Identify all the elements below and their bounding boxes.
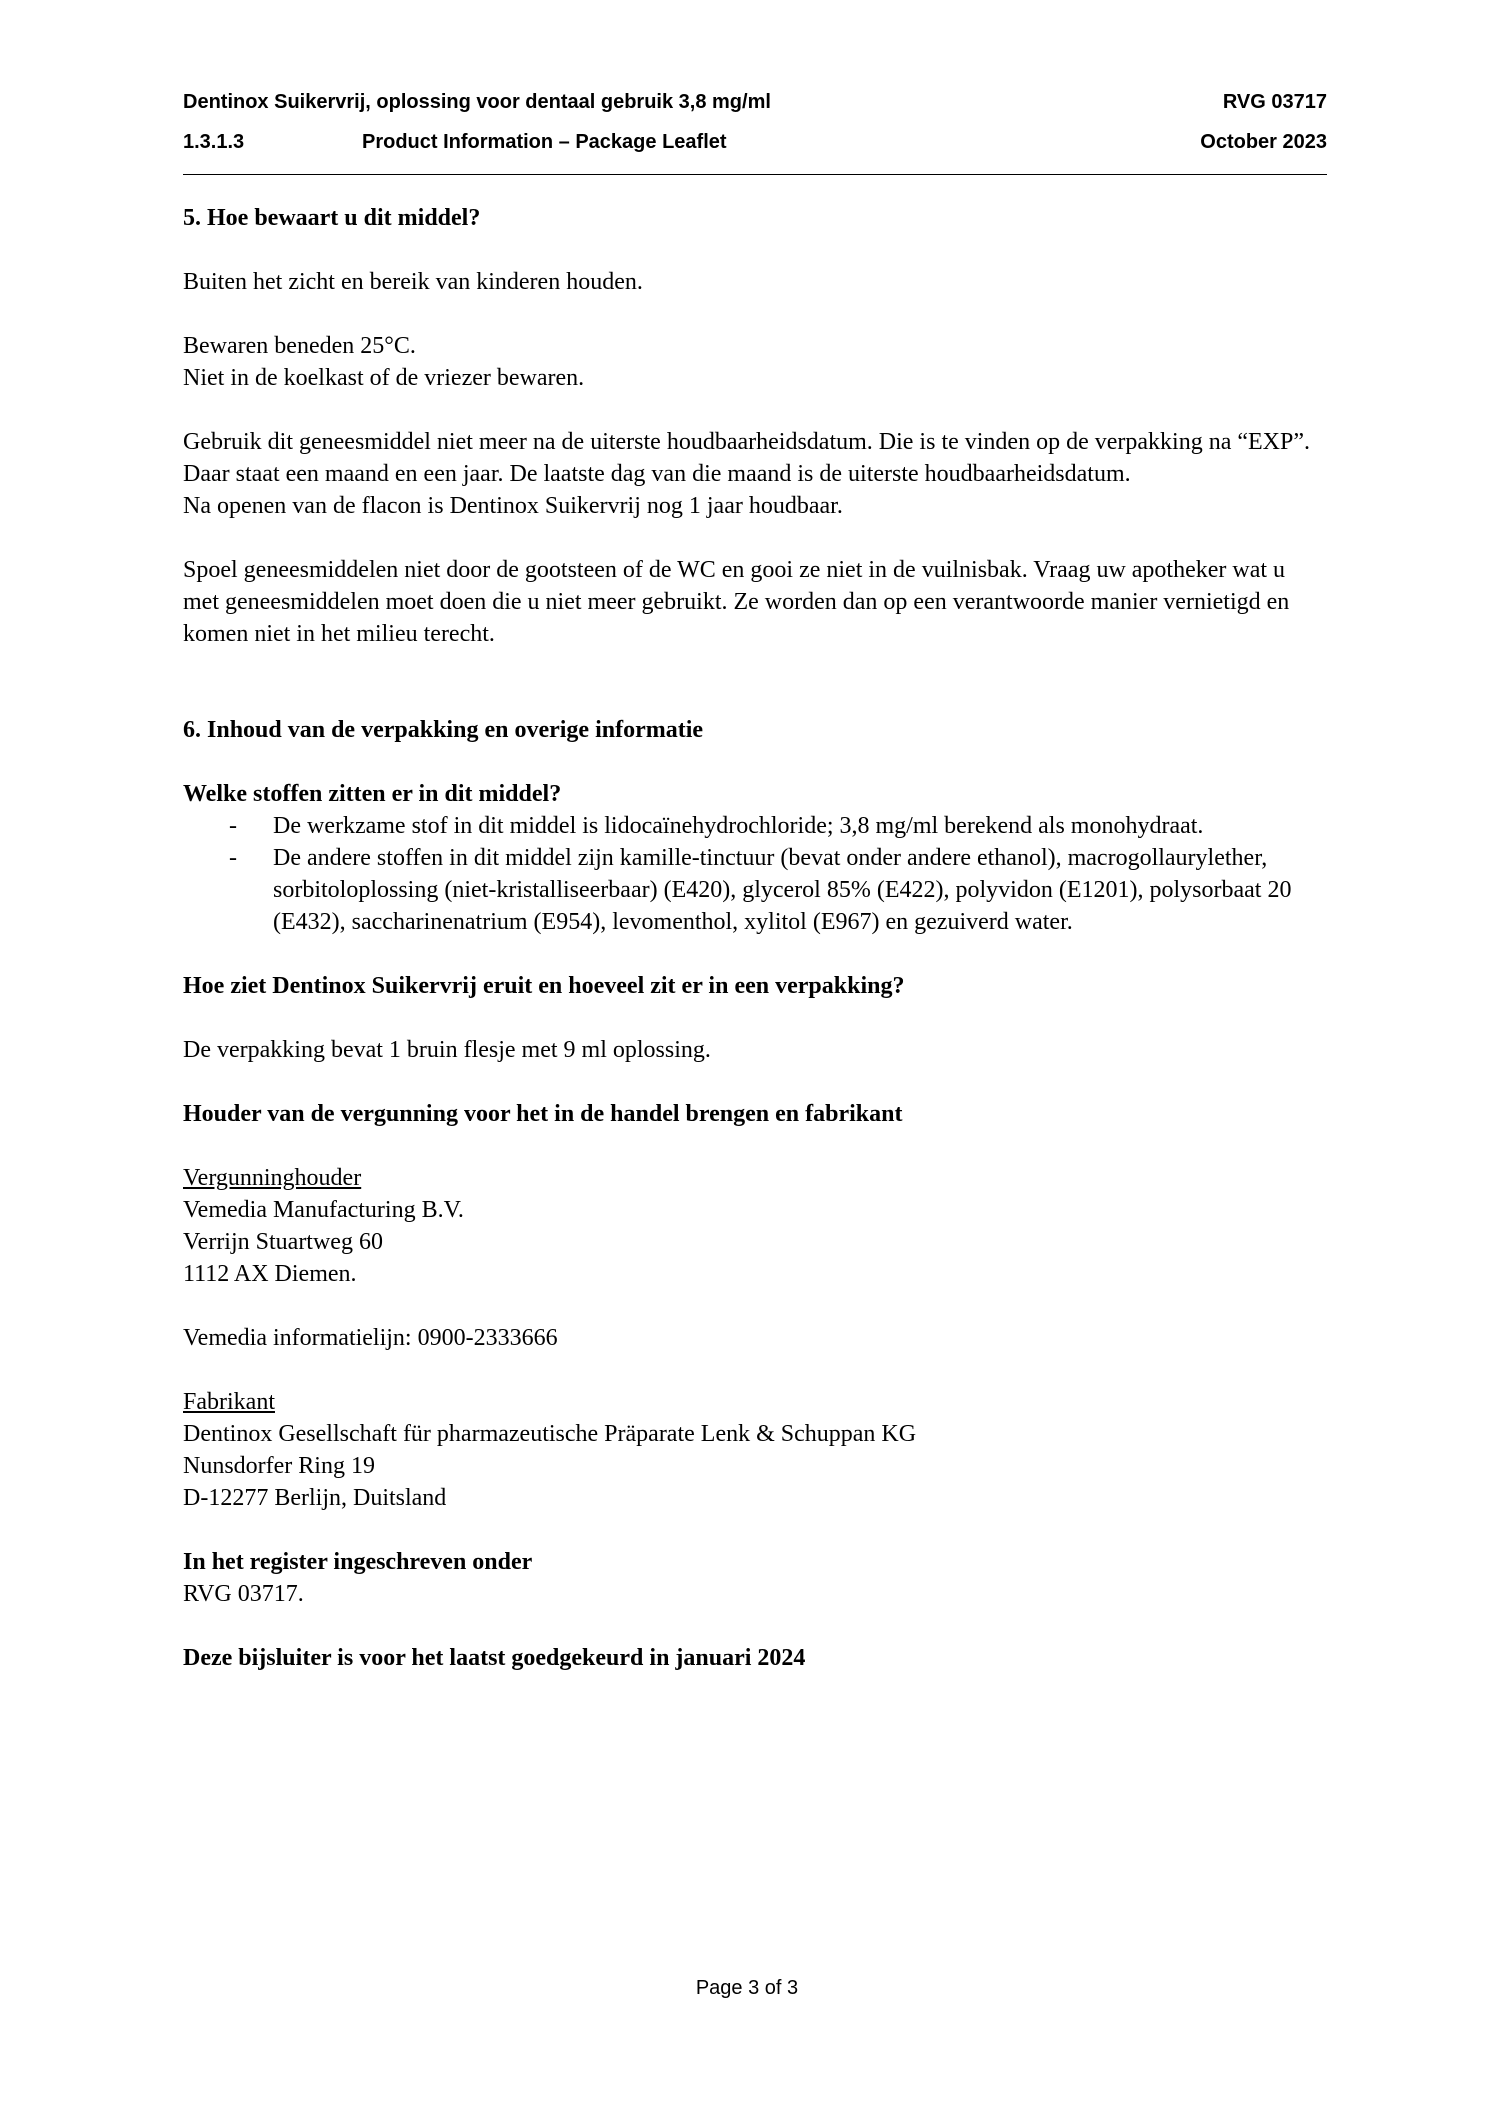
manufacturer-name: Dentinox Gesellschaft für pharmazeutische Präparate Lenk & Schuppan KG [183, 1421, 917, 1447]
holder-street: Verrijn Stuartweg 60 [183, 1229, 383, 1255]
ingredients-heading: Welke stoffen zitten er in dit middel? [183, 781, 562, 807]
manufacturer-label: Fabrikant [183, 1389, 275, 1415]
ingredient-active: - De werkzame stof in dit middel is lidocaïnehydrochloride; 3,8 mg/ml berekend als monohydraat. [183, 810, 1327, 842]
register-heading: In het register ingeschreven onder [183, 1549, 533, 1575]
ingredients-list [183, 810, 1327, 938]
header-section-code: 1.3.1.3 [183, 131, 245, 153]
holder-city: 1112 AX Diemen. [183, 1261, 357, 1287]
register-number: RVG 03717. [183, 1581, 304, 1607]
storage-temperature-text: Bewaren beneden 25°C. [183, 333, 416, 359]
info-line: Vemedia informatielijn: 0900-2333666 [183, 1325, 558, 1351]
leaflet-body [183, 202, 1327, 1674]
expiry-text: Gebruik dit geneesmiddel niet meer na de uiterste houdbaarheidsdatum. Die is te vinden op de verpakking na “EXP”. Daar staat een maand en een jaar. De laatste dag van die maand is de uiterste houdbaarheidsdatum. [183, 429, 1310, 487]
header-doc-type: Product Information – Package Leaflet [362, 131, 727, 153]
header-divider [183, 174, 1327, 175]
approval-statement: Deze bijsluiter is voor het laatst goedgekeurd in januari 2024 [183, 1645, 806, 1671]
page-number: Page 3 of 3 [695, 1977, 799, 1999]
section-5-heading: 5. Hoe bewaart u dit middel? [183, 205, 481, 231]
package-content-text: De verpakking bevat 1 bruin flesje met 9 ml oplossing. [183, 1037, 711, 1063]
disposal-text: Spoel geneesmiddelen niet door de gootsteen of de WC en gooi ze niet in de vuilnisbak. Vraag uw apotheker wat u met geneesmiddelen moet doen die u niet meer gebruikt. Ze worden dan op een verantwoorde manier vernietigd en komen niet in het milieu terecht. [183, 557, 1290, 647]
holder-name: Vemedia Manufacturing B.V. [183, 1197, 464, 1223]
header-rvg: RVG 03717 [1222, 91, 1327, 113]
appearance-heading: Hoe ziet Dentinox Suikervrij eruit en hoeveel zit er in een verpakking? [183, 973, 905, 999]
section-6-heading: 6. Inhoud van de verpakking en overige informatie [183, 717, 704, 743]
after-opening-text: Na openen van de flacon is Dentinox Suikervrij nog 1 jaar houdbaar. [183, 493, 843, 519]
storage-fridge-text: Niet in de koelkast of de vriezer bewaren. [183, 365, 585, 391]
holder-label: Vergunninghouder [183, 1165, 362, 1191]
header-title: Dentinox Suikervrij, oplossing voor dentaal gebruik 3,8 mg/ml [183, 91, 771, 113]
header-row-1 [183, 90, 1327, 114]
manufacturer-city: D-12277 Berlijn, Duitsland [183, 1485, 447, 1511]
storage-children-text: Buiten het zicht en bereik van kinderen houden. [183, 269, 643, 295]
holder-manufacturer-heading: Houder van de vergunning voor het in de handel brengen en fabrikant [183, 1101, 903, 1127]
header-row-2 [183, 130, 1327, 154]
ingredient-other: - De andere stoffen in dit middel zijn kamille-tinctuur (bevat onder andere ethanol), macrogollaurylether, sorbitoloplossing (niet-kristalliseerbaar) (E420), glycerol 85% (E422), polyvidon (E1201), polysorbaat 20 (E432), saccharinenatrium (E954), levomenthol, xylitol (E967) en gezuiverd water. [183, 842, 1327, 938]
manufacturer-street: Nunsdorfer Ring 19 [183, 1453, 375, 1479]
header-date: October 2023 [1200, 131, 1327, 153]
